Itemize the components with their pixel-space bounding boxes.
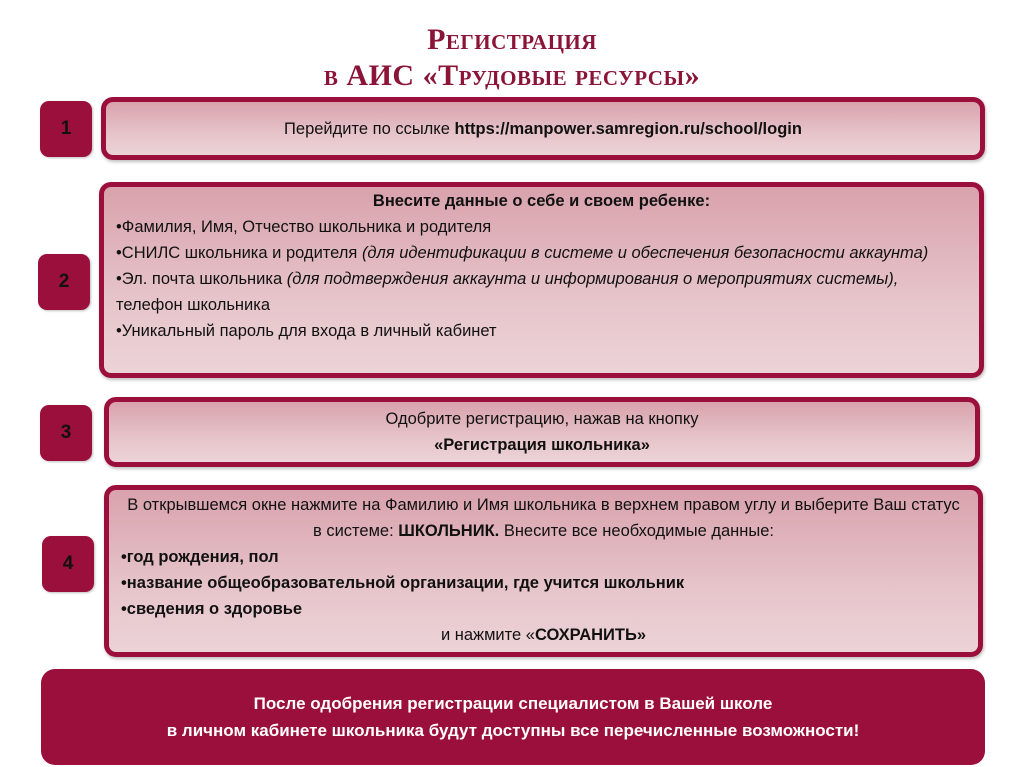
register-student-button-label: «Регистрация школьника» [434, 436, 650, 454]
step-4-box [104, 485, 983, 657]
step-3-box [104, 397, 980, 467]
status-student: ШКОЛЬНИК. [398, 522, 500, 540]
step-1-badge [40, 101, 92, 157]
step-1-text [284, 116, 802, 142]
final-note [41, 669, 985, 765]
step-4-outro: и нажмите «СОХРАНИТЬ» [440, 626, 647, 644]
list-item: •сведения о здоровье [121, 600, 303, 618]
title-line-2: в АИС «Трудовые ресурсы» [323, 59, 701, 92]
title-line-1: Регистрация [427, 23, 597, 56]
step-2-heading: Внесите данные о себе и своем ребенке: [372, 192, 711, 210]
login-link[interactable]: https://manpower.samregion.ru/school/login [454, 119, 802, 138]
step-2-box [99, 182, 984, 378]
step-number: 1 [60, 118, 72, 139]
list-item: •Фамилия, Имя, Отчество школьника и родителя [116, 218, 492, 236]
list-item: •Уникальный пароль для входа в личный кабинет [116, 322, 497, 340]
list-item: •СНИЛС школьника и родителя (для идентификации в системе и обеспечения безопасности аккаунта) [116, 244, 929, 262]
save-button-label: СОХРАНИТЬ» [534, 626, 647, 644]
step-1-box [101, 97, 985, 160]
page-title [0, 22, 1024, 94]
step-2-badge [38, 254, 90, 310]
step-number: 2 [58, 271, 70, 292]
step-4-badge [42, 536, 94, 592]
list-item: •Эл. почта школьника (для подтверждения аккаунта и информирования о мероприятиях системы), телефон школьника [116, 270, 899, 314]
list-item: •год рождения, пол [121, 548, 279, 566]
step-number: 3 [60, 422, 72, 443]
step-3-line-1: Одобрите регистрацию, нажав на кнопку [385, 410, 699, 428]
step-number: 4 [62, 553, 74, 574]
step-4-intro: В открывшемся окне нажмите на Фамилию и Имя школьника в верхнем правом углу и выберите Ваш статус в системе: ШКОЛЬНИК. Внесите все необходимые данные: [127, 496, 960, 540]
step-1-prefix: Перейдите по ссылке [284, 119, 455, 138]
list-item: •название общеобразовательной организации, где учится школьник [121, 574, 685, 592]
final-note-line-1: После одобрения регистрации специалистом в Вашей школе [253, 694, 773, 713]
final-note-line-2: в личном кабинете школьника будут доступны все перечисленные возможности! [166, 721, 860, 740]
step-3-badge [40, 405, 92, 461]
